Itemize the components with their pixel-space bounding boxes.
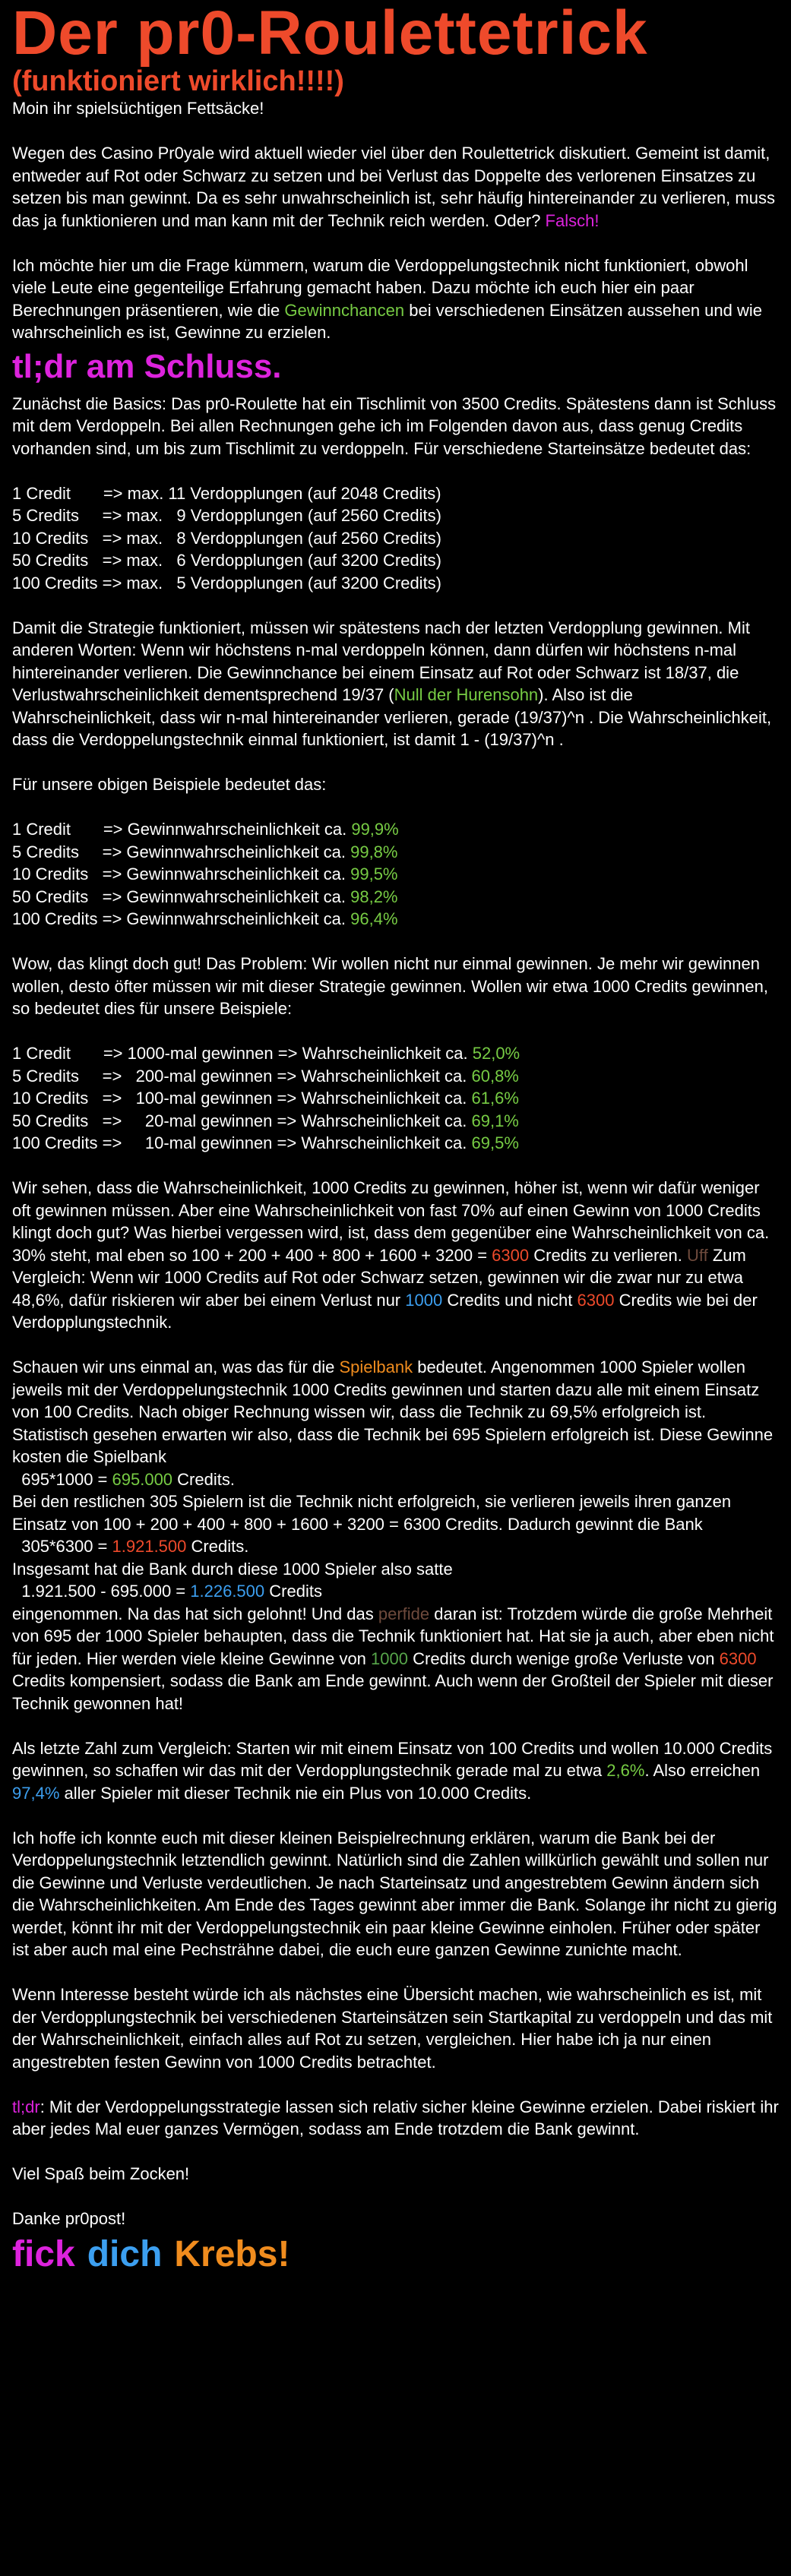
list-item: 100 Credits => 10-mal gewinnen => Wahrscheinlichkeit ca. 69,5% <box>12 1133 519 1152</box>
list-item: 10 Credits => 100-mal gewinnen => Wahrscheinlichkeit ca. 61,6% <box>12 1089 519 1108</box>
page-title: Der pr0-Roulettetrick <box>12 0 648 68</box>
page-subtitle: (funktioniert wirklich!!!!) <box>12 65 344 97</box>
strategy-paragraph: Damit die Strategie funktioniert, müssen wir spätestens nach der letzten Verdopplung gewinnen. Mit anderen Worten: Wenn wir höchstens n-mal verdoppeln können, dann dürfen wir höchstens n-mal hintereinander verlieren. Die Gewinnchance bei einem Einsatz auf Rot oder Schwarz ist 18/37, die Verlustwahrscheinlichkeit dementsprechend 19/37 (Null der Hurensohn). Also ist die Wahrscheinlichkeit, dass wir n-mal hintereinander verlieren, gerade (19/37)^n . Die Wahrscheinlichkeit, dass die Verdoppelungstechnik einmal funktioniert, ist damit 1 - (19/37)^n . <box>12 618 772 749</box>
gewinnchancen-highlight: Gewinnchancen <box>284 300 405 320</box>
list-item: 10 Credits => max. 8 Verdopplungen (auf 2560 Credits) <box>12 528 441 548</box>
list-item: 5 Credits => Gewinnwahrscheinlichkeit ca. 99,8% <box>12 842 398 861</box>
list-item: 1 Credit => Gewinnwahrscheinlichkeit ca. 99,9% <box>12 820 399 839</box>
list-item: 5 Credits => max. 9 Verdopplungen (auf 2560 Credits) <box>12 506 441 525</box>
thousand-list <box>12 1042 779 1155</box>
intro-paragraph: Wegen des Casino Pr0yale wird aktuell wieder viel über den Roulettetrick diskutiert. Gemeint ist damit, entweder auf Rot oder Schwarz zu setzen und bei Verlust das Doppelte des verlorenen Einsatzes zu setzen bis man gewinnt. Da es sehr unwahrscheinlich ist, sehr häufig hintereinander zu verlieren, muss das ja funktionieren und man kann mit der Technik reich werden. Oder? Falsch! <box>12 144 775 230</box>
list-item: 50 Credits => Gewinnwahrscheinlichkeit ca. 98,2% <box>12 887 398 906</box>
list-item: 1 Credit => max. 11 Verdopplungen (auf 2048 Credits) <box>12 483 441 503</box>
hope-paragraph: Ich hoffe ich konnte euch mit dieser kleinen Beispielrechnung erklären, warum die Bank bei der Verdoppelungstechnik letztendlich gewinnt. Natürlich sind die Zahlen willkürlich gewählt und sollen nur die Gewinne und Verluste verdeutlichen. Je nach Starteinsatz und angestrebtem Gewinn ändern sich die Wahrscheinlichkeiten. Am Ende des Tages gewinnt aber immer die Bank. Solange ihr nicht zu gierig werdet, könnt ihr mit der Verdoppelungstechnik ein paar kleine Gewinne einholen. Früher oder später ist aber auch mal eine Pechsträhne dabei, die euch eure ganzen Gewinne zunichte macht. <box>12 1828 777 1959</box>
calc-line: 1.921.500 - 695.000 = 1.226.500 Credits <box>12 1582 322 1601</box>
bank-section: Schauen wir uns einmal an, was das für die Spielbank bedeutet. Angenommen 1000 Spieler wollen jeweils mit der Verdoppelungstechnik 1000 Credits gewinnen und starten dazu alle mit einem Einsatz von 100 Credits. Nach obiger Rechnung wissen wir, dass die Technik zu 69,5% erfolgreich ist. Statistisch gesehen erwarten wir also, dass die Technik bei 695 Spielern erfolgreich ist. Diese Gewinne kosten die Spielbank 695*1000 = 695.000 Credits. Bei den restlichen 305 Spielern ist die Technik nicht erfolgreich, sie verlieren jeweils ihren ganzen Einsatz von 100 + 200 + 400 + 800 + 1600 + 3200 = 6300 Credits. Dadurch gewinnt die Bank 305*6300 = 1.921.500 Credits. Insgesamt hat die Bank durch diese 1000 Spieler also satte 1.921.500 - 695.000 = 1.226.500 Credits eingenommen. Na das hat sich gelohnt! Und das perfide daran ist: Trotzdem würde die große Mehrheit von 695 der 1000 Spieler behaupten, dass die Technik funktioniert hat. Hat sie ja auch, aber eben nicht für jeden. Hier werden viele kleine Gewinne von 1000 Credits durch wenige große Verluste von 6300 Credits kompensiert, sodass die Bank am Ende gewinnt. Auch wenn der Großteil der Spieler mit dieser Technik gewonnen hat! <box>12 1356 779 1715</box>
calc-line: 305*6300 = 1.921.500 Credits. <box>12 1537 249 1556</box>
interest-paragraph: Wenn Interesse besteht würde ich als nächstes eine Übersicht machen, wie wahrscheinlich es ist, mit der Verdopplungstechnik bei verschiedenen Starteinsätzen sein Startkapital zu verdoppeln und das mit der Wahrscheinlichkeit, einfach alles auf Rot zu setzen, vergleichen. Hier habe ich ja nur einen angestrebten festen Gewinn von 1000 Credits betrachtet. <box>12 1985 773 2072</box>
list-item: 100 Credits => Gewinnwahrscheinlichkeit ca. 96,4% <box>12 909 398 928</box>
question-paragraph: Ich möchte hier um die Frage kümmern, warum die Verdoppelungstechnik nicht funktioniert, obwohl viele Leute eine gegenteilige Erfahrung gemacht haben. Dazu möchte ich euch hier ein paar Berechnungen präsentieren, wie die Gewinnchancen bei verschiedenen Einsätzen aussehen und wie wahrscheinlich es ist, Gewinne zu erzielen. <box>12 255 763 342</box>
greeting: Moin ihr spielsüchtigen Fettsäcke! <box>12 99 264 118</box>
problem-paragraph: Wow, das klingt doch gut! Das Problem: Wir wollen nicht nur einmal gewinnen. Je mehr wir gewinnen wollen, desto öfter müssen wir mit dieser Strategie gewinnen. Wollen wir etwa 1000 Credits gewinnen, so bedeutet dies für unsere Beispiele: <box>12 954 768 1018</box>
examples-intro: Für unsere obigen Beispiele bedeutet das: <box>12 775 327 794</box>
limits-list <box>12 482 779 595</box>
final-word: Krebs! <box>174 2233 290 2274</box>
falsch-highlight: Falsch! <box>545 210 600 230</box>
final-word: fick <box>12 2233 75 2274</box>
basics-paragraph: Zunächst die Basics: Das pr0-Roulette hat ein Tischlimit von 3500 Credits. Spätestens dann ist Schluss mit dem Verdoppeln. Bei allen Rechnungen gehe ich im Folgenden davon aus, dass genug Credits vorhanden sind, um bis zum Tischlimit zu verdoppeln. Für verschiedene Starteinsätze bedeutet das: <box>12 394 777 458</box>
final-word: dich <box>87 2233 163 2274</box>
tldr-label: tl;dr <box>12 2097 40 2116</box>
list-item: 50 Credits => 20-mal gewinnen => Wahrscheinlichkeit ca. 69,1% <box>12 1111 519 1130</box>
null-highlight: Null der Hurensohn <box>394 685 539 704</box>
list-item: 100 Credits => max. 5 Verdopplungen (auf 3200 Credits) <box>12 573 442 593</box>
final-line <box>12 2232 779 2277</box>
list-item: 5 Credits => 200-mal gewinnen => Wahrscheinlichkeit ca. 60,8% <box>12 1066 519 1086</box>
compare-paragraph: Wir sehen, dass die Wahrscheinlichkeit, 1000 Credits zu gewinnen, höher ist, wenn wir dafür weniger oft gewinnen müssen. Aber eine Wahrscheinlichkeit von fast 70% auf einen Gewinn von 1000 Credits klingt doch gut? Was hierbei vergessen wird, ist, dass dem gegenüber eine Wahrscheinlichkeit von ca. 30% steht, mal eben so 100 + 200 + 400 + 800 + 1600 + 3200 = 6300 Credits zu verlieren. Uff Zum Vergleich: Wenn wir 1000 Credits auf Rot oder Schwarz setzen, gewinnen wir die zwar nur zu etwa 48,6%, dafür riskieren wir aber bei einem Verlust nur 1000 Credits und nicht 6300 Credits wie bei der Verdopplungstechnik. <box>12 1178 770 1332</box>
list-item: 1 Credit => 1000-mal gewinnen => Wahrscheinlichkeit ca. 52,0% <box>12 1044 520 1063</box>
fun-line: Viel Spaß beim Zocken! <box>12 2164 190 2183</box>
probability-list <box>12 818 779 931</box>
tldr-heading: tl;dr am Schluss. <box>12 347 282 385</box>
list-item: 50 Credits => max. 6 Verdopplungen (auf 3200 Credits) <box>12 551 441 570</box>
thanks-line: Danke pr0post! <box>12 2209 126 2228</box>
tldr-paragraph: tl;dr: Mit der Verdoppelungsstrategie lassen sich relativ sicher kleine Gewinne erzielen. Dabei riskiert ihr aber jedes Mal euer ganzes Vermögen, sodass am Ende trotzdem die Bank gewinnt. <box>12 2097 779 2138</box>
list-item: 10 Credits => Gewinnwahrscheinlichkeit ca. 99,5% <box>12 864 398 883</box>
calc-line: 695*1000 = 695.000 Credits. <box>12 1469 235 1489</box>
spielbank-highlight: Spielbank <box>339 1358 413 1377</box>
last-paragraph: Als letzte Zahl zum Vergleich: Starten wir mit einem Einsatz von 100 Credits und wollen 10.000 Credits gewinnen, so schaffen wir das mit der Verdopplungstechnik gerade mal zu etwa 2,6%. Also erreichen 97,4% aller Spieler mit dieser Technik nie ein Plus von 10.000 Credits. <box>12 1738 773 1803</box>
